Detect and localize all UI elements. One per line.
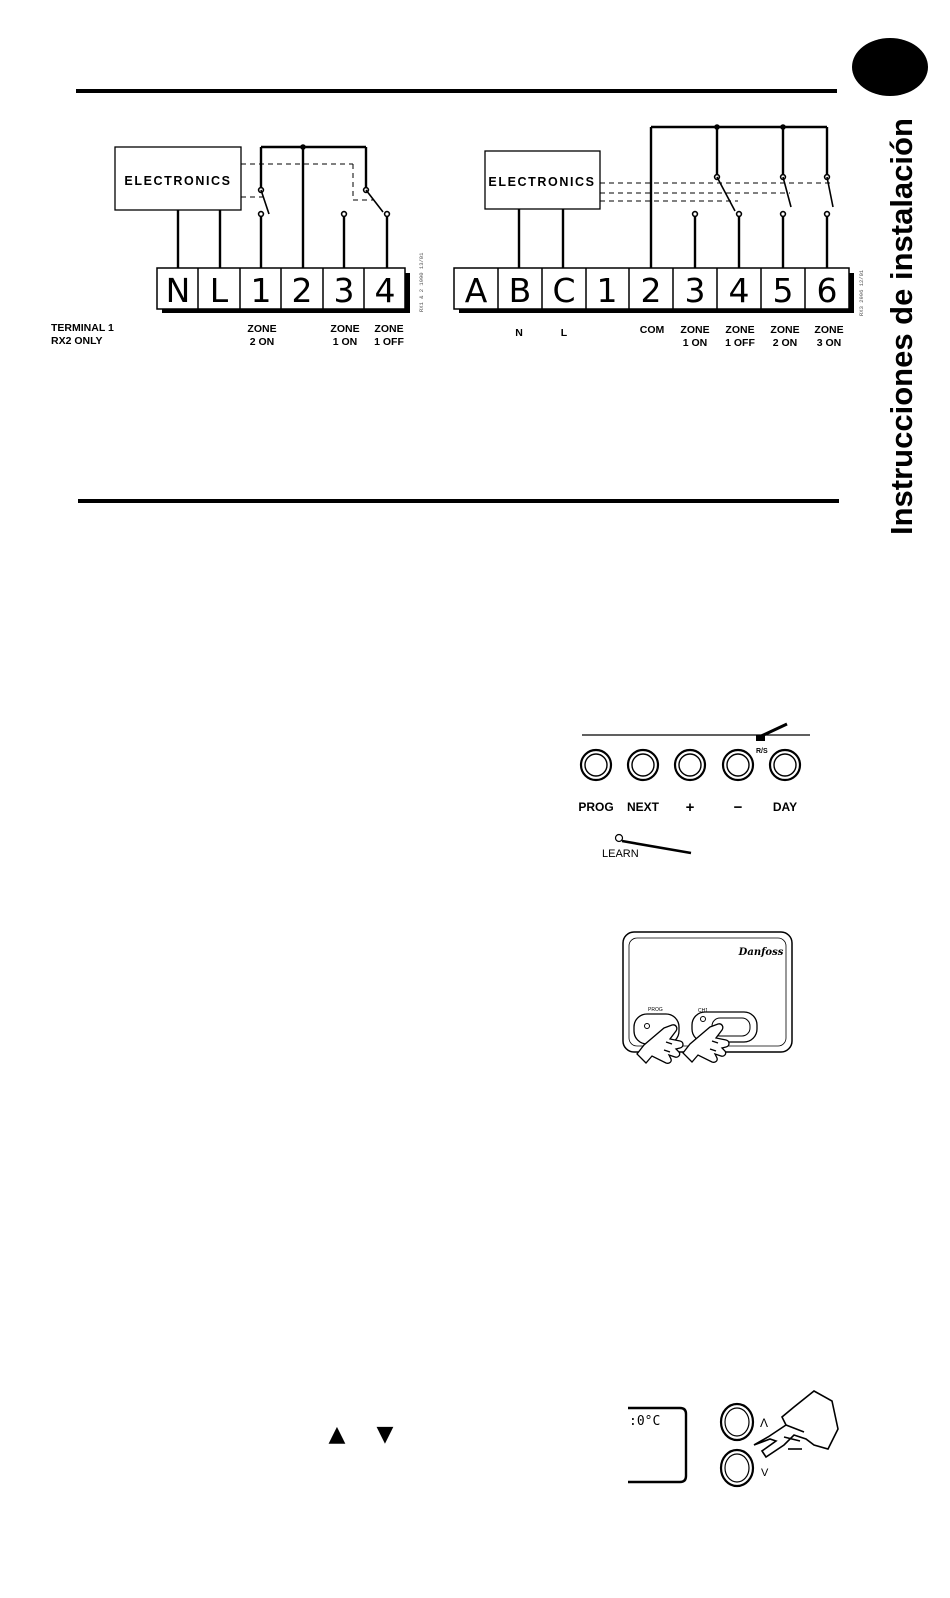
switch-blades-left	[261, 190, 383, 214]
label-r-zone2on-line2: 2 ON	[772, 337, 798, 349]
wiring-diagram-right	[454, 124, 865, 349]
switch-contacts-left	[259, 188, 390, 217]
label-com: COM	[639, 324, 665, 336]
terminal-c: C	[552, 271, 576, 310]
receiver-ch-label: CH1	[698, 1008, 709, 1014]
side-tab-marker	[852, 38, 928, 96]
label-zone1on-line2: 1 ON	[332, 336, 358, 348]
up-label: Λ	[760, 1416, 769, 1430]
terminal-b: B	[508, 271, 532, 310]
label-r-zone1off-line1: ZONE	[725, 324, 755, 336]
ref-code-left: RX1 & 2 1990 13/01	[418, 252, 425, 312]
label-n: N	[515, 327, 523, 339]
brand-logo: Danfoss	[738, 947, 784, 958]
label-r-zone1on-line1: ZONE	[680, 324, 710, 336]
ref-code-right: RX3 2996 12/01	[858, 269, 865, 316]
terminal-n: N	[165, 271, 191, 310]
label-zone1off-line1: ZONE	[374, 323, 404, 335]
down-label: V	[761, 1467, 769, 1479]
receiver-prog-label: PROG	[648, 1007, 663, 1013]
label-zone2on-line2: 2 ON	[249, 336, 275, 348]
label-r-zone1on-line2: 1 ON	[682, 337, 708, 349]
rs-label: R/S	[756, 748, 768, 755]
plus-button-label: +	[685, 799, 695, 816]
label-r-zone1off-line2: 1 OFF	[725, 337, 755, 349]
top-rule	[76, 89, 837, 93]
thermostat-display: :0°C	[629, 1414, 661, 1429]
terminal-3: 3	[333, 271, 355, 310]
terminal-1-right: 1	[596, 271, 618, 310]
learn-label: LEARN	[602, 848, 639, 860]
label-r-zone3on-line2: 3 ON	[816, 337, 842, 349]
terminal-1: 1	[250, 271, 272, 310]
label-zone1off-line2: 1 OFF	[374, 336, 404, 348]
terminal-4: 4	[374, 271, 396, 310]
terminal-l: L	[209, 271, 229, 310]
label-r-zone2on-line1: ZONE	[770, 324, 800, 336]
terminal-a: A	[464, 271, 488, 310]
switch-blades-right	[717, 177, 833, 211]
terminal-note-line2: RX2 ONLY	[51, 335, 103, 347]
label-r-zone3on-line1: ZONE	[814, 324, 844, 336]
label-l: L	[560, 327, 568, 339]
down-arrow-icon: ▼	[376, 1422, 394, 1447]
switch-contacts-right	[693, 175, 830, 217]
terminal-note-line1: TERMINAL 1	[51, 322, 114, 334]
label-zone1on-line1: ZONE	[330, 323, 360, 335]
terminal-2: 2	[291, 271, 313, 310]
terminal-2-right: 2	[640, 271, 662, 310]
up-arrow-icon: ▲	[328, 1422, 346, 1447]
terminal-6-right: 6	[816, 271, 838, 310]
terminal-4-right: 4	[728, 271, 750, 310]
terminal-3-right: 3	[684, 271, 706, 310]
next-button-label: NEXT	[626, 800, 660, 814]
minus-button-label: −	[733, 799, 743, 816]
learn-hole	[616, 835, 623, 842]
button-panel-illustration	[578, 724, 810, 860]
day-button-label: DAY	[772, 800, 798, 814]
wiring-diagram-left	[51, 144, 425, 348]
middle-rule	[78, 499, 839, 503]
prog-button-label: PROG	[578, 800, 614, 814]
thermostat-illustration	[628, 1391, 838, 1486]
electronics-label-right: ELECTRONICS	[488, 175, 596, 189]
receiver-illustration	[623, 932, 792, 1063]
dashed-links-right	[600, 183, 832, 201]
electronics-label-left: ELECTRONICS	[124, 174, 232, 188]
terminal-5-right: 5	[772, 271, 794, 310]
label-zone2on-line1: ZONE	[247, 323, 277, 335]
sidebar-title: Instrucciones de instalación	[884, 118, 919, 535]
